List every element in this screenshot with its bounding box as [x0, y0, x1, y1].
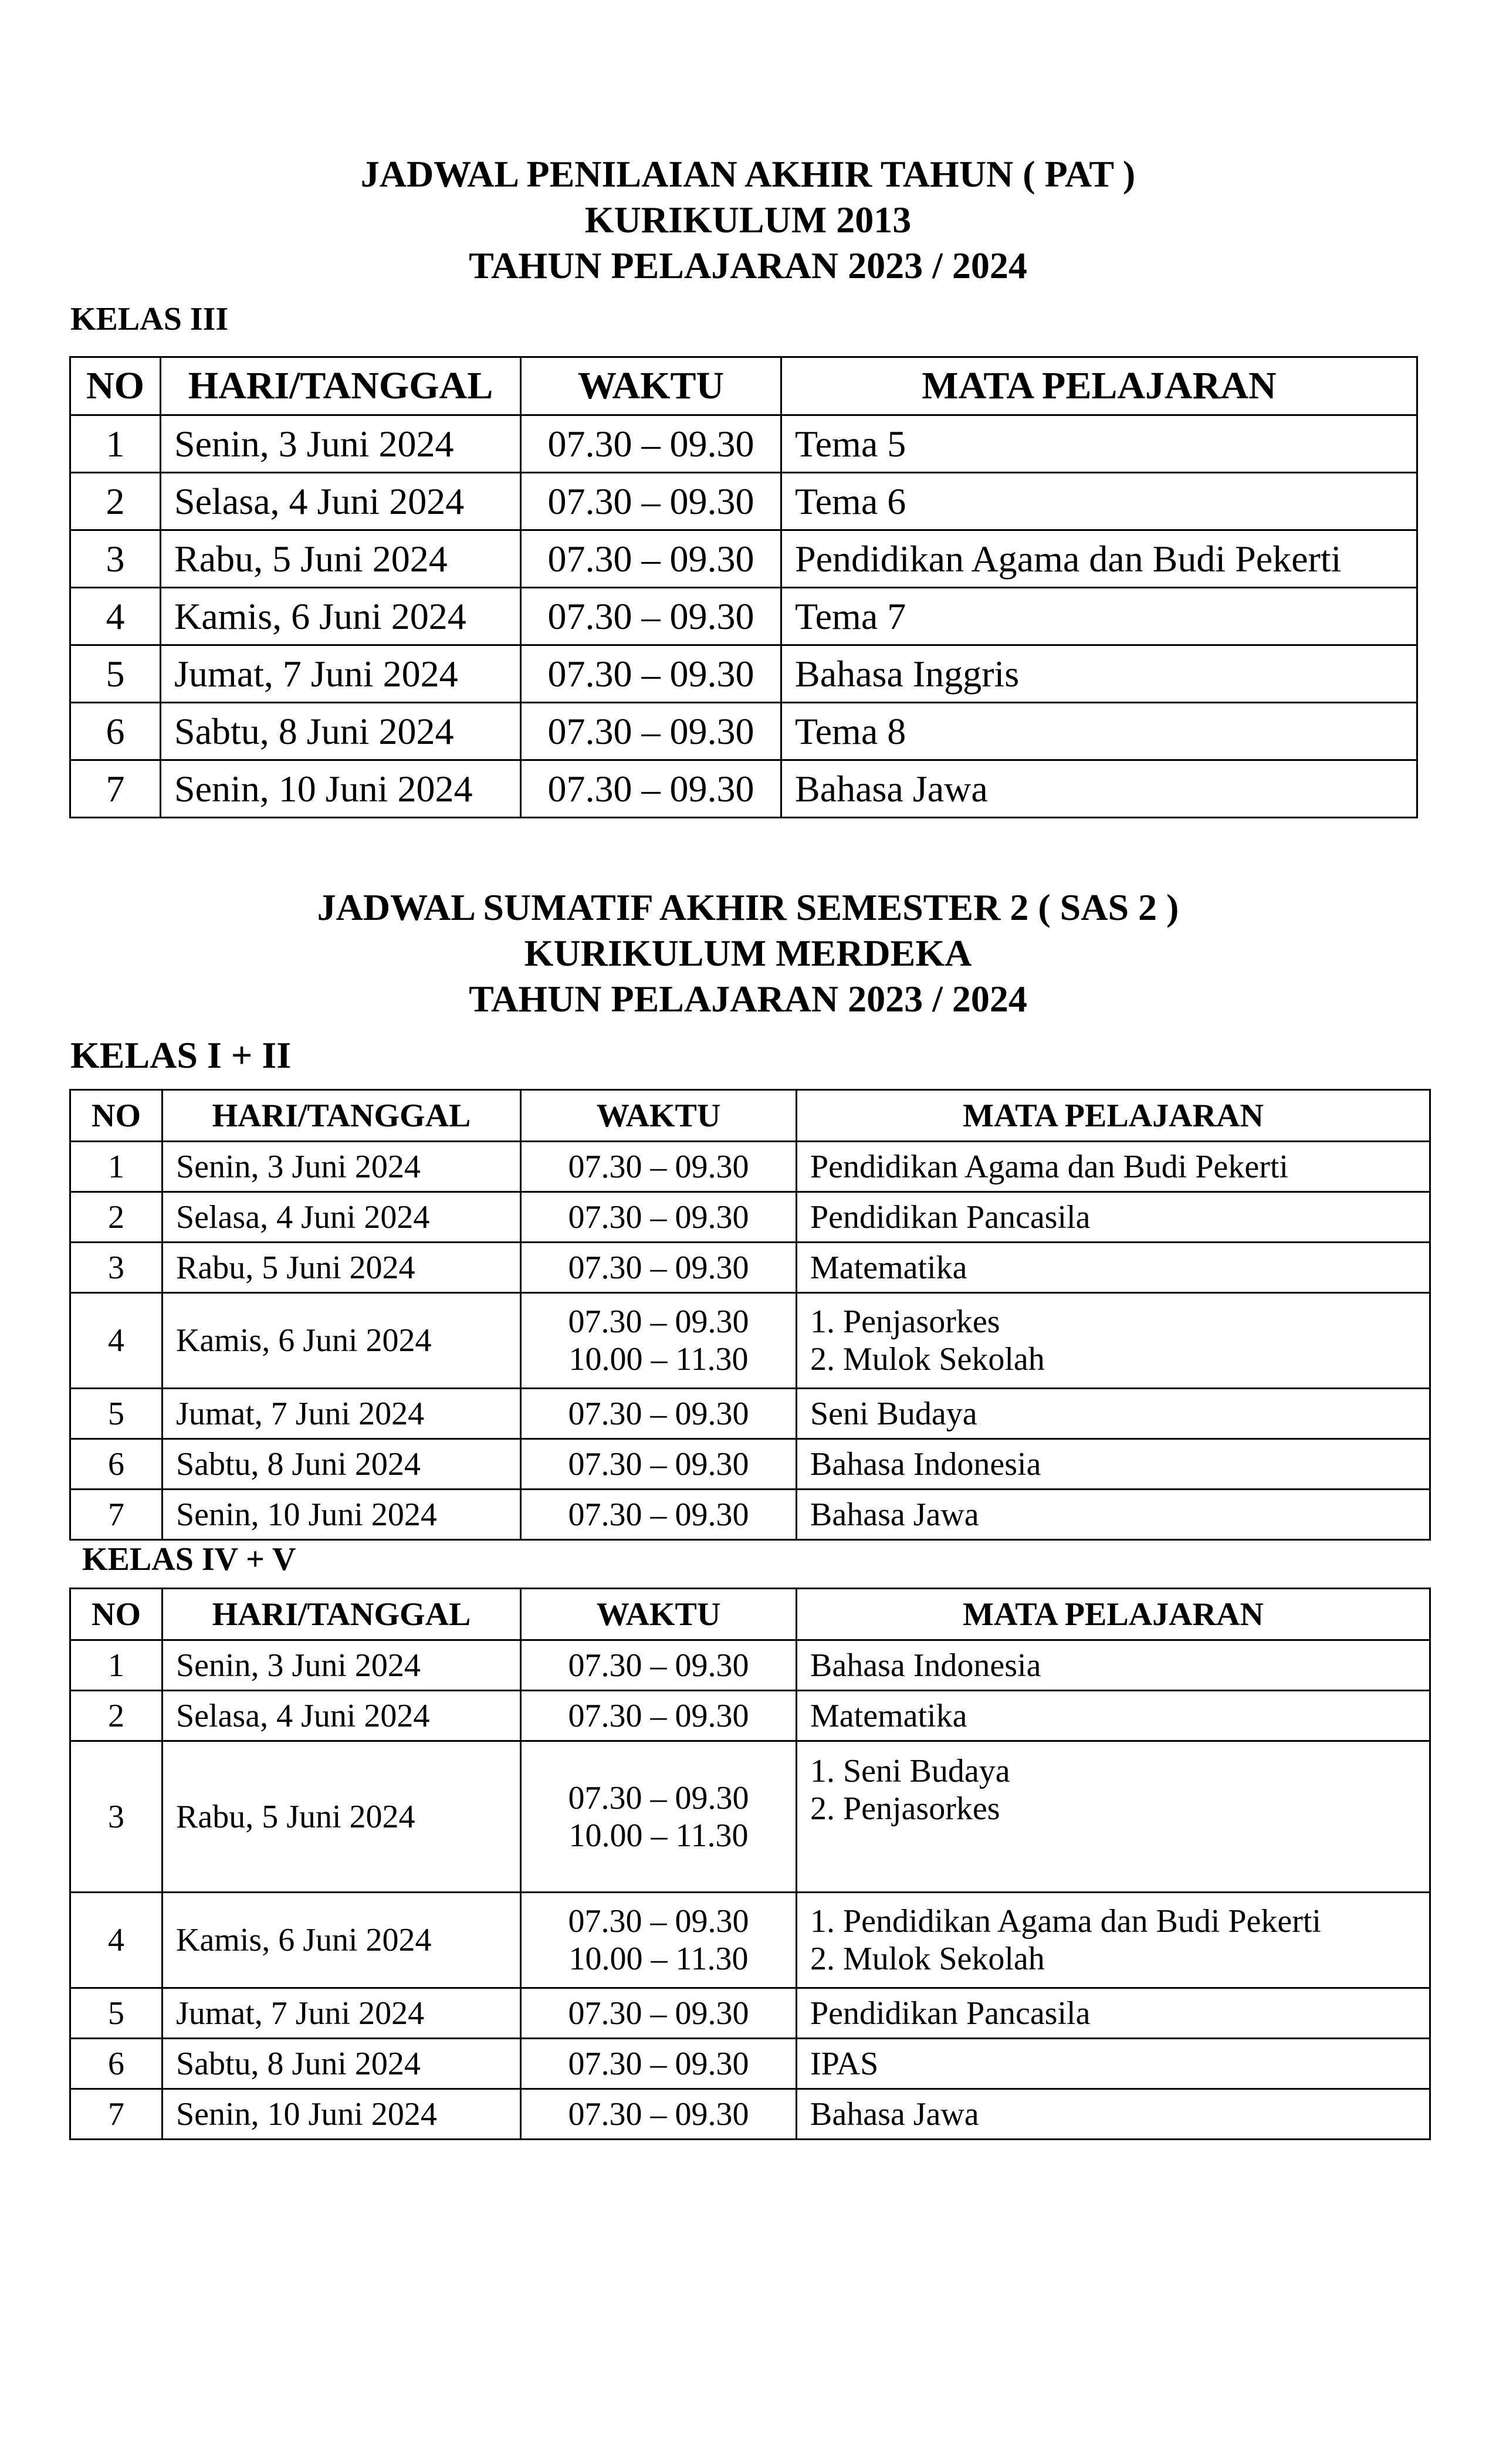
- header-time: WAKTU: [521, 1589, 797, 1640]
- time-line: 07.30 – 09.30: [568, 1697, 749, 1734]
- cell-no: 6: [70, 2039, 163, 2089]
- cell-time: 07.30 – 09.30: [521, 760, 781, 818]
- cell-time: 07.30 – 09.30: [521, 415, 781, 473]
- cell-subject: [797, 1691, 1430, 1741]
- cell-no: 1: [70, 1142, 163, 1192]
- table-row: [70, 2039, 1430, 2089]
- subject-line: Bahasa Indonesia: [810, 1446, 1041, 1483]
- cell-no: 2: [70, 1691, 163, 1741]
- sas-schedule-table-kelas-iv-v: [69, 1588, 1431, 2140]
- sas-title-line-2: KURIKULUM MERDEKA: [524, 932, 972, 974]
- subject-line: 2. Mulok Sekolah: [810, 1341, 1045, 1377]
- header-subject: MATA PELAJARAN: [781, 357, 1417, 415]
- cell-no: 7: [70, 760, 161, 818]
- cell-date: Selasa, 4 Juni 2024: [161, 473, 521, 530]
- time-line: 10.00 – 11.30: [568, 1941, 749, 1977]
- cell-time: [521, 2039, 797, 2089]
- cell-subject: [797, 1893, 1430, 1988]
- cell-date: Senin, 3 Juni 2024: [163, 1142, 521, 1192]
- cell-date: Senin, 10 Juni 2024: [163, 1490, 521, 1540]
- cell-time: [521, 1192, 797, 1243]
- cell-date: Jumat, 7 Juni 2024: [161, 645, 521, 703]
- pat-title-line-3: TAHUN PELAJARAN 2023 / 2024: [469, 245, 1027, 286]
- table-row: [70, 1439, 1430, 1490]
- cell-date: Jumat, 7 Juni 2024: [163, 1988, 521, 2039]
- header-time: WAKTU: [521, 1090, 797, 1142]
- time-line: 07.30 – 09.30: [568, 1395, 749, 1432]
- cell-no: 4: [70, 588, 161, 645]
- cell-no: 6: [70, 1439, 163, 1490]
- cell-date: Kamis, 6 Juni 2024: [163, 1293, 521, 1389]
- header-date: HARI/TANGGAL: [163, 1589, 521, 1640]
- kelas-iv-v-label: KELAS IV + V: [82, 1541, 296, 1578]
- table-row: [70, 530, 1417, 588]
- table-row: [70, 1293, 1430, 1389]
- table-row: [70, 1192, 1430, 1243]
- time-line: 07.30 – 09.30: [568, 1496, 749, 1533]
- table-row: [70, 1389, 1430, 1439]
- subject-line: Seni Budaya: [810, 1395, 977, 1432]
- cell-date: Senin, 10 Juni 2024: [161, 760, 521, 818]
- table-row: [70, 645, 1417, 703]
- cell-subject: [797, 1142, 1430, 1192]
- cell-date: Senin, 3 Juni 2024: [163, 1640, 521, 1691]
- subject-line: 2. Penjasorkes: [810, 1791, 1000, 1827]
- cell-date: Rabu, 5 Juni 2024: [161, 530, 521, 588]
- table-row: [70, 473, 1417, 530]
- header-subject: MATA PELAJARAN: [797, 1589, 1430, 1640]
- table-row: [70, 588, 1417, 645]
- subject-line: 1. Penjasorkes: [810, 1304, 1000, 1340]
- subject-line: Bahasa Jawa: [810, 1496, 979, 1533]
- cell-no: 3: [70, 1243, 163, 1293]
- cell-time: [521, 1988, 797, 2039]
- cell-no: 2: [70, 1192, 163, 1243]
- time-line: 10.00 – 11.30: [568, 1341, 749, 1377]
- table-row: [70, 1741, 1430, 1893]
- cell-time: [521, 1389, 797, 1439]
- cell-no: 1: [70, 415, 161, 473]
- cell-date: Kamis, 6 Juni 2024: [163, 1893, 521, 1988]
- cell-time: 07.30 – 09.30: [521, 645, 781, 703]
- pat-title: [0, 151, 1496, 289]
- cell-date: Senin, 10 Juni 2024: [163, 2089, 521, 2140]
- cell-subject: [797, 2039, 1430, 2089]
- cell-no: 4: [70, 1893, 163, 1988]
- table-header-row: [70, 357, 1417, 415]
- table-row: [70, 1243, 1430, 1293]
- cell-subject: Tema 5: [781, 415, 1417, 473]
- kelas-iii-label: KELAS III: [70, 301, 229, 337]
- cell-time: 07.30 – 09.30: [521, 530, 781, 588]
- table-row: [70, 703, 1417, 760]
- time-line: 07.30 – 09.30: [568, 1903, 749, 1940]
- cell-subject: [797, 1988, 1430, 2039]
- cell-time: [521, 1142, 797, 1192]
- cell-subject: Bahasa Inggris: [781, 645, 1417, 703]
- cell-no: 2: [70, 473, 161, 530]
- subject-line: IPAS: [810, 2045, 879, 2082]
- time-line: 10.00 – 11.30: [568, 1817, 749, 1854]
- subject-line: 1. Pendidikan Agama dan Budi Pekerti: [810, 1903, 1321, 1940]
- subject-line: Bahasa Jawa: [810, 2096, 979, 2133]
- cell-subject: [797, 1490, 1430, 1540]
- cell-no: 6: [70, 703, 161, 760]
- time-line: 07.30 – 09.30: [568, 1779, 749, 1816]
- cell-date: Sabtu, 8 Juni 2024: [163, 1439, 521, 1490]
- cell-time: 07.30 – 09.30: [521, 473, 781, 530]
- kelas-i-ii-label: KELAS I + II: [70, 1034, 292, 1076]
- table-row: [70, 1640, 1430, 1691]
- time-line: 07.30 – 09.30: [568, 1647, 749, 1684]
- subject-line: 2. Mulok Sekolah: [810, 1941, 1045, 1977]
- subject-line: Pendidikan Agama dan Budi Pekerti: [810, 1148, 1288, 1185]
- cell-date: Senin, 3 Juni 2024: [161, 415, 521, 473]
- cell-date: Sabtu, 8 Juni 2024: [161, 703, 521, 760]
- time-line: 07.30 – 09.30: [568, 1148, 749, 1185]
- table-row: [70, 760, 1417, 818]
- cell-no: 7: [70, 2089, 163, 2140]
- cell-date: Rabu, 5 Juni 2024: [163, 1243, 521, 1293]
- table-row: [70, 1142, 1430, 1192]
- cell-time: [521, 1293, 797, 1389]
- cell-no: 1: [70, 1640, 163, 1691]
- header-date: HARI/TANGGAL: [163, 1090, 521, 1142]
- table-row: [70, 1691, 1430, 1741]
- header-time: WAKTU: [521, 357, 781, 415]
- time-line: 07.30 – 09.30: [568, 1249, 749, 1286]
- cell-no: 3: [70, 530, 161, 588]
- sas-title-line-1: JADWAL SUMATIF AKHIR SEMESTER 2 ( SAS 2 ): [317, 886, 1179, 928]
- cell-date: Sabtu, 8 Juni 2024: [163, 2039, 521, 2089]
- time-line: 07.30 – 09.30: [568, 1304, 749, 1340]
- cell-subject: Tema 6: [781, 473, 1417, 530]
- cell-no: 3: [70, 1741, 163, 1893]
- cell-subject: Pendidikan Agama dan Budi Pekerti: [781, 530, 1417, 588]
- subject-line: Matematika: [810, 1697, 967, 1734]
- cell-subject: Tema 8: [781, 703, 1417, 760]
- cell-no: 5: [70, 1988, 163, 2039]
- cell-subject: [797, 1243, 1430, 1293]
- cell-no: 5: [70, 1389, 163, 1439]
- cell-subject: [797, 1640, 1430, 1691]
- cell-time: [521, 1640, 797, 1691]
- pat-schedule-table: [69, 356, 1418, 818]
- header-date: HARI/TANGGAL: [161, 357, 521, 415]
- cell-subject: [797, 1389, 1430, 1439]
- subject-line: 1. Seni Budaya: [810, 1753, 1010, 1789]
- time-line: 07.30 – 09.30: [568, 2045, 749, 2082]
- cell-time: 07.30 – 09.30: [521, 588, 781, 645]
- table-header-row: [70, 1589, 1430, 1640]
- cell-subject: [797, 1192, 1430, 1243]
- cell-time: [521, 1490, 797, 1540]
- cell-time: [521, 1691, 797, 1741]
- time-line: 07.30 – 09.30: [568, 1199, 749, 1236]
- pat-title-line-1: JADWAL PENILAIAN AKHIR TAHUN ( PAT ): [360, 153, 1136, 195]
- cell-time: [521, 2089, 797, 2140]
- cell-subject: [797, 1439, 1430, 1490]
- table-row: [70, 1893, 1430, 1988]
- cell-subject: Tema 7: [781, 588, 1417, 645]
- cell-date: Selasa, 4 Juni 2024: [163, 1192, 521, 1243]
- table-row: [70, 1988, 1430, 2039]
- time-line: 07.30 – 09.30: [568, 2096, 749, 2133]
- table-header-row: [70, 1090, 1430, 1142]
- cell-time: [521, 1741, 797, 1893]
- header-no: NO: [70, 1589, 163, 1640]
- subject-line: Bahasa Indonesia: [810, 1647, 1041, 1684]
- table-row: [70, 2089, 1430, 2140]
- cell-date: Rabu, 5 Juni 2024: [163, 1741, 521, 1893]
- cell-time: [521, 1243, 797, 1293]
- subject-line: Pendidikan Pancasila: [810, 1995, 1091, 2032]
- sas-title: [0, 885, 1496, 1022]
- header-subject: MATA PELAJARAN: [797, 1090, 1430, 1142]
- cell-subject: [797, 1293, 1430, 1389]
- table-row: [70, 1490, 1430, 1540]
- cell-date: Kamis, 6 Juni 2024: [161, 588, 521, 645]
- header-no: NO: [70, 357, 161, 415]
- cell-time: [521, 1439, 797, 1490]
- pat-title-line-2: KURIKULUM 2013: [584, 199, 912, 241]
- table-row: [70, 415, 1417, 473]
- sas-title-line-3: TAHUN PELAJARAN 2023 / 2024: [469, 978, 1027, 1020]
- cell-subject: [797, 1741, 1430, 1893]
- cell-date: Selasa, 4 Juni 2024: [163, 1691, 521, 1741]
- cell-subject: Bahasa Jawa: [781, 760, 1417, 818]
- cell-subject: [797, 2089, 1430, 2140]
- cell-time: [521, 1893, 797, 1988]
- header-no: NO: [70, 1090, 163, 1142]
- time-line: 07.30 – 09.30: [568, 1446, 749, 1483]
- cell-no: 7: [70, 1490, 163, 1540]
- sas-schedule-table-kelas-i-ii: [69, 1089, 1431, 1541]
- subject-line: Pendidikan Pancasila: [810, 1199, 1091, 1236]
- cell-no: 5: [70, 645, 161, 703]
- time-line: 07.30 – 09.30: [568, 1995, 749, 2032]
- subject-line: Matematika: [810, 1249, 967, 1286]
- cell-time: 07.30 – 09.30: [521, 703, 781, 760]
- cell-no: 4: [70, 1293, 163, 1389]
- cell-date: Jumat, 7 Juni 2024: [163, 1389, 521, 1439]
